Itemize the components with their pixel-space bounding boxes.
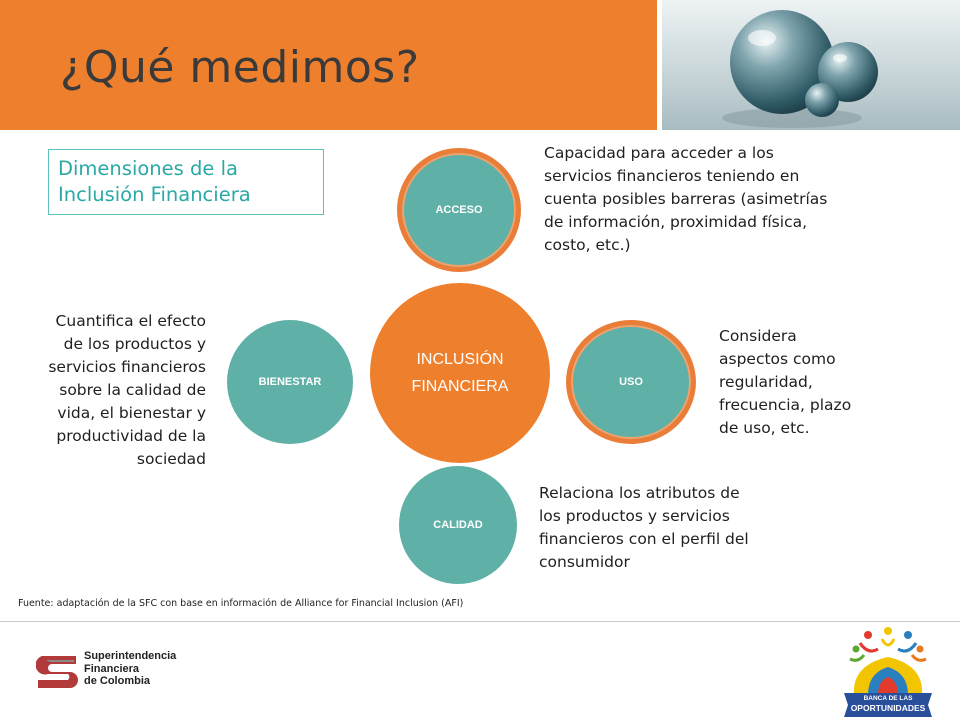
bienestar-node-label: BIENESTAR [258, 376, 322, 388]
acceso-description-line: costo, etc.) [544, 236, 631, 254]
sfc-logo-line: Financiera [84, 662, 140, 675]
uso-description-line: de uso, etc. [719, 419, 810, 437]
uso-node [566, 320, 696, 444]
title-banner [0, 0, 657, 130]
calidad-description-line: consumidor [539, 553, 630, 571]
bienestar-description-line: de los productos y [63, 335, 206, 353]
uso-node-label: USO [619, 376, 643, 388]
dimensions-label-line2: Inclusión Financiera [58, 183, 251, 206]
acceso-description-line: Capacidad para acceder a los [544, 144, 774, 162]
uso-description-line: Considera [719, 327, 797, 345]
center-node-line2: FINANCIERA [411, 378, 509, 395]
banca-logo-line2: OPORTUNIDADES [850, 703, 926, 713]
bienestar-description-line: Cuantifica el efecto [55, 312, 206, 330]
acceso-node [397, 148, 521, 272]
center-node-line1: INCLUSIÓN [416, 351, 504, 368]
acceso-description [544, 142, 827, 257]
glass-spheres-image [662, 0, 960, 130]
inclusion-financiera-center-node [370, 283, 550, 463]
bienestar-node [227, 320, 353, 444]
uso-description-line: frecuencia, plazo [719, 396, 852, 414]
acceso-node-label: ACCESO [435, 204, 483, 216]
bienestar-description-line: servicios financieros [48, 358, 206, 376]
uso-description-line: aspectos como [719, 350, 836, 368]
acceso-description-line: de información, proximidad física, [544, 213, 808, 231]
uso-description [719, 325, 851, 440]
dimensions-label-box [48, 149, 324, 215]
calidad-node-label: CALIDAD [433, 519, 483, 531]
banca-logo-line1: BANCA DE LAS [863, 695, 913, 702]
source-note: Fuente: adaptación de la SFC con base en información de Alliance for Financial Inclusion (AFI) [18, 598, 464, 609]
bienestar-description [48, 310, 206, 471]
sfc-logo-line: Superintendencia [84, 650, 177, 662]
sfc-emblem-icon [36, 652, 78, 692]
calidad-node [399, 466, 517, 584]
dimensions-label-line1: Dimensiones de la [58, 157, 238, 180]
calidad-description [539, 482, 749, 574]
acceso-description-line: servicios financieros teniendo en [544, 167, 800, 185]
sfc-logo-line: de Colombia [84, 675, 151, 687]
banca-logo-text [838, 695, 938, 713]
banca-oportunidades-logo [838, 625, 938, 720]
footer-divider [0, 621, 960, 622]
calidad-description-line: financieros con el perfil del [539, 530, 749, 548]
bienestar-description-line: vida, el bienestar y [57, 404, 206, 422]
sfc-logo-text [84, 650, 176, 688]
bienestar-description-line: sobre la calidad de [59, 381, 206, 399]
calidad-description-line: los productos y servicios [539, 507, 730, 525]
calidad-description-line: Relaciona los atributos de [539, 484, 740, 502]
bienestar-description-line: sociedad [136, 450, 206, 468]
page-title: ¿Qué medimos? [60, 42, 420, 93]
acceso-description-line: cuenta posibles barreras (asimetrías [544, 190, 828, 208]
superintendencia-logo [36, 650, 196, 694]
uso-description-line: regularidad, [719, 373, 813, 391]
bienestar-description-line: productividad de la [56, 427, 206, 445]
